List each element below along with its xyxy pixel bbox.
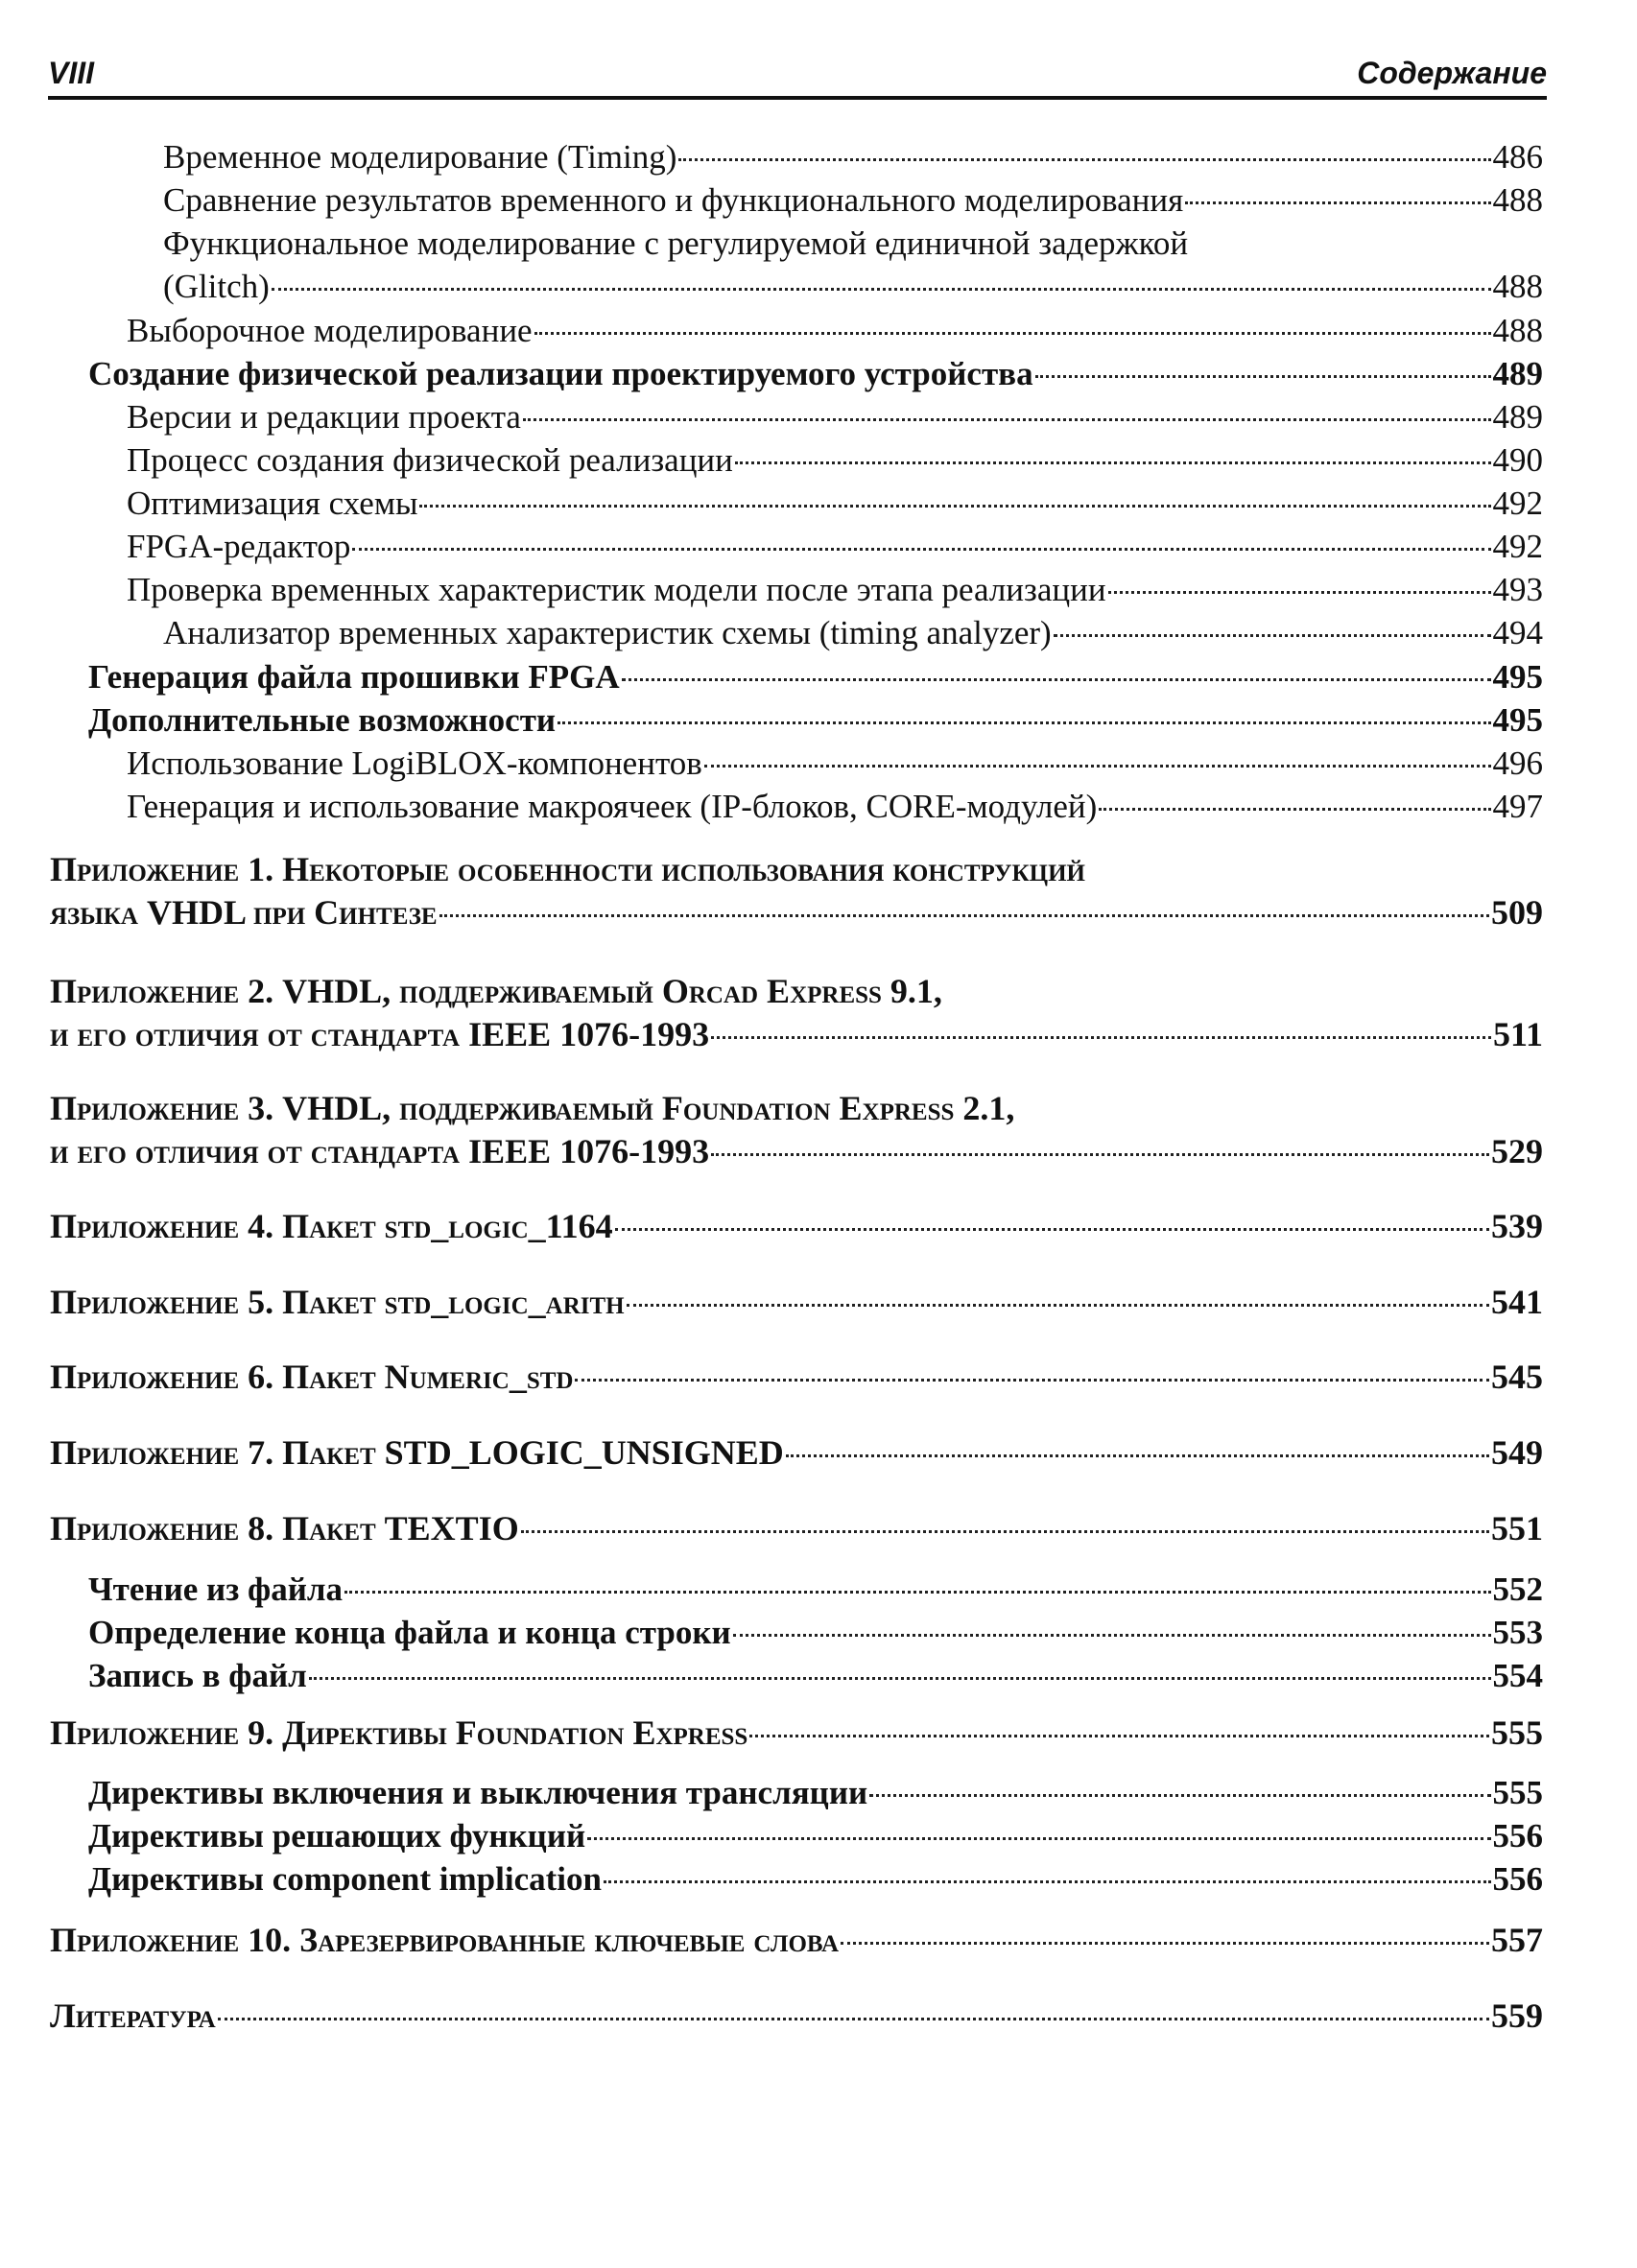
toc-entry-page: 541 bbox=[1491, 1283, 1543, 1321]
toc-entry-text: Версии и редакции проекта bbox=[127, 398, 521, 436]
toc-entry bbox=[163, 613, 1543, 653]
dot-leader bbox=[1035, 375, 1491, 378]
toc-entry-page: 492 bbox=[1492, 528, 1543, 565]
toc-entry-page: 509 bbox=[1491, 893, 1543, 932]
toc-entry-page: 559 bbox=[1491, 1996, 1543, 2035]
toc-entry-page: 495 bbox=[1492, 658, 1543, 696]
toc-entry bbox=[127, 311, 1543, 351]
appendix-title-line1: Приложение 1. Некоторые особенности использования конструкций bbox=[50, 850, 1085, 888]
toc-entry bbox=[127, 440, 1543, 481]
toc-entry bbox=[88, 1570, 1543, 1610]
toc-entry-text: Генерация файла прошивки FPGA bbox=[88, 658, 620, 696]
toc-entry bbox=[88, 1656, 1543, 1696]
toc-entry-page: 539 bbox=[1491, 1207, 1543, 1245]
toc-entry bbox=[50, 1920, 1543, 1960]
toc-entry-page: 493 bbox=[1492, 571, 1543, 608]
toc-entry-text: Использование LogiBLOX-компонентов bbox=[127, 744, 702, 782]
dot-leader bbox=[587, 1837, 1490, 1840]
toc-entry-page: 488 bbox=[1492, 312, 1543, 349]
toc-entry bbox=[50, 892, 1543, 933]
appendix-title-line1: Приложение 2. VHDL, поддерживаемый Orcad Express 9.1, bbox=[50, 972, 942, 1010]
toc-entry bbox=[127, 484, 1543, 524]
dot-leader bbox=[218, 2018, 1489, 2020]
toc-entry-text: языка VHDL при Синтезе bbox=[50, 893, 438, 932]
toc-entry-text: Приложение 8. Пакет TEXTIO bbox=[50, 1509, 519, 1547]
toc-entry-text: Приложение 10. Зарезервированные ключевые слова bbox=[50, 1921, 840, 1959]
toc-entry bbox=[50, 1713, 1543, 1753]
toc-entry-text: Директивы включения и выключения трансляции bbox=[88, 1774, 868, 1811]
toc-entry-text: Чтение из файла bbox=[88, 1571, 344, 1608]
toc-entry bbox=[163, 137, 1543, 177]
toc-entry bbox=[127, 570, 1543, 610]
toc-entry-page: 490 bbox=[1492, 441, 1543, 479]
toc-entry-text: Приложение 5. Пакет std_logic_arith bbox=[50, 1283, 625, 1321]
toc-entry-text: Выборочное моделирование bbox=[127, 312, 533, 349]
toc-entry bbox=[88, 1816, 1543, 1856]
toc-entry-page: 494 bbox=[1492, 614, 1543, 651]
toc-entry bbox=[88, 700, 1543, 741]
dot-leader bbox=[439, 914, 1489, 917]
toc-entry-text: Сравнение результатов временного и функционального моделирования bbox=[163, 181, 1184, 219]
dot-leader bbox=[521, 1530, 1489, 1533]
toc-entry-text: и его отличия от стандарта IEEE 1076-1993 bbox=[50, 1132, 710, 1170]
dot-leader bbox=[615, 1228, 1489, 1231]
toc-entry-page: 555 bbox=[1491, 1713, 1543, 1752]
toc-entry-text: Приложение 6. Пакет Numeric_std bbox=[50, 1358, 574, 1396]
toc-entry bbox=[88, 1613, 1543, 1653]
toc-entry-text: Директивы решающих функций bbox=[88, 1817, 586, 1855]
toc-entry bbox=[50, 1432, 1543, 1473]
dot-leader bbox=[1185, 201, 1490, 204]
toc-entry-page: 545 bbox=[1491, 1358, 1543, 1396]
toc-entry bbox=[88, 1773, 1543, 1813]
dot-leader bbox=[352, 548, 1490, 551]
toc-entry bbox=[88, 657, 1543, 697]
toc-entry bbox=[50, 1357, 1543, 1397]
toc-entry-text: Приложение 4. Пакет std_logic_1164 bbox=[50, 1207, 613, 1245]
toc-entry-text: Проверка временных характеристик модели после этапа реализации bbox=[127, 571, 1106, 608]
dot-leader bbox=[272, 288, 1491, 291]
toc-entry-page: 496 bbox=[1492, 744, 1543, 782]
toc-entry-text: FPGA-редактор bbox=[127, 528, 351, 565]
dot-leader bbox=[622, 678, 1491, 681]
dot-leader bbox=[419, 505, 1490, 508]
toc-entry-text: Директивы component implication bbox=[88, 1860, 602, 1898]
dot-leader bbox=[309, 1677, 1491, 1680]
toc-entry-text: Определение конца файла и конца строки bbox=[88, 1614, 731, 1651]
toc-entry-page: 511 bbox=[1492, 1015, 1543, 1053]
toc-entry-text-line1: Функциональное моделирование с регулируемой единичной задержкой bbox=[163, 224, 1189, 262]
toc-entry-page: 556 bbox=[1492, 1860, 1543, 1898]
dot-leader bbox=[604, 1880, 1491, 1883]
dot-leader bbox=[678, 158, 1490, 161]
toc-entry bbox=[50, 1282, 1543, 1322]
toc-entry-page: 555 bbox=[1492, 1774, 1543, 1811]
toc-entry-text: Создание физической реализации проектируемого устройства bbox=[88, 355, 1033, 392]
toc-entry-text: Процесс создания физической реализации bbox=[127, 441, 733, 479]
toc-entry-text: Генерация и использование макроячеек (IP-блоков, CORE-модулей) bbox=[127, 788, 1098, 825]
dot-leader bbox=[711, 1036, 1491, 1039]
toc-entry-page: 488 bbox=[1492, 181, 1543, 219]
dot-leader bbox=[523, 418, 1491, 421]
toc-entry-page: 492 bbox=[1492, 484, 1543, 522]
toc-entry-text: Оптимизация схемы bbox=[127, 484, 418, 522]
dot-leader bbox=[711, 1153, 1489, 1156]
toc-entry-page: 549 bbox=[1491, 1433, 1543, 1472]
dot-leader bbox=[1054, 634, 1491, 637]
page-number: VIII bbox=[48, 56, 95, 90]
page-title: Содержание bbox=[1357, 56, 1547, 90]
toc-entry bbox=[127, 744, 1543, 784]
toc-entry bbox=[50, 1206, 1543, 1246]
toc-entry bbox=[127, 527, 1543, 567]
toc-entry-page: 551 bbox=[1491, 1509, 1543, 1547]
toc-entry-text: Дополнительные возможности bbox=[88, 701, 557, 739]
toc-entry-page: 556 bbox=[1492, 1817, 1543, 1855]
toc-entry bbox=[88, 354, 1543, 394]
toc-entry-text: Запись в файл bbox=[88, 1657, 307, 1694]
toc-entry bbox=[50, 1131, 1543, 1171]
dot-leader bbox=[534, 332, 1491, 335]
toc-entry bbox=[88, 1859, 1543, 1900]
toc-entry bbox=[127, 397, 1543, 437]
toc-entry bbox=[50, 1014, 1543, 1054]
toc-entry bbox=[163, 180, 1543, 221]
toc-entry-page: 553 bbox=[1492, 1614, 1543, 1651]
toc-entry-page: 554 bbox=[1492, 1657, 1543, 1694]
dot-leader bbox=[627, 1304, 1489, 1307]
toc-entry-page: 489 bbox=[1492, 355, 1543, 392]
toc-entry-text: и его отличия от стандарта IEEE 1076-1993 bbox=[50, 1015, 710, 1053]
toc-entry-text: Литература bbox=[50, 1996, 216, 2035]
toc-entry-page: 486 bbox=[1492, 138, 1543, 176]
toc-entry bbox=[163, 267, 1543, 307]
toc-entry-page: 529 bbox=[1491, 1132, 1543, 1170]
dot-leader bbox=[869, 1794, 1490, 1797]
toc-entry-text: Приложение 7. Пакет STD_LOGIC_UNSIGNED bbox=[50, 1433, 784, 1472]
toc-entry bbox=[50, 1508, 1543, 1548]
toc-entry-text: Приложение 9. Директивы Foundation Express bbox=[50, 1713, 748, 1752]
dot-leader bbox=[786, 1454, 1489, 1457]
appendix-title-line1: Приложение 3. VHDL, поддерживаемый Foundation Express 2.1, bbox=[50, 1089, 1015, 1127]
toc-entry-text: (Glitch) bbox=[163, 268, 270, 305]
toc-entry-page: 488 bbox=[1492, 268, 1543, 305]
dot-leader bbox=[344, 1591, 1490, 1594]
dot-leader bbox=[575, 1379, 1489, 1382]
toc-entry-page: 489 bbox=[1492, 398, 1543, 436]
toc-entry-page: 552 bbox=[1492, 1571, 1543, 1608]
toc-entry-page: 495 bbox=[1492, 701, 1543, 739]
dot-leader bbox=[704, 765, 1491, 768]
dot-leader bbox=[558, 721, 1490, 724]
toc-entry-page: 497 bbox=[1492, 788, 1543, 825]
dot-leader bbox=[749, 1735, 1489, 1737]
toc-entry-text: Временное моделирование (Timing) bbox=[163, 138, 677, 176]
dot-leader bbox=[1108, 591, 1491, 594]
dot-leader bbox=[841, 1942, 1489, 1945]
dot-leader bbox=[735, 461, 1491, 464]
dot-leader bbox=[733, 1634, 1491, 1637]
toc-entry bbox=[127, 787, 1543, 827]
toc-entry bbox=[50, 1996, 1543, 2036]
toc-entry-page: 557 bbox=[1491, 1921, 1543, 1959]
dot-leader bbox=[1099, 808, 1490, 811]
toc-entry-text: Анализатор временных характеристик схемы (timing analyzer) bbox=[163, 614, 1052, 651]
